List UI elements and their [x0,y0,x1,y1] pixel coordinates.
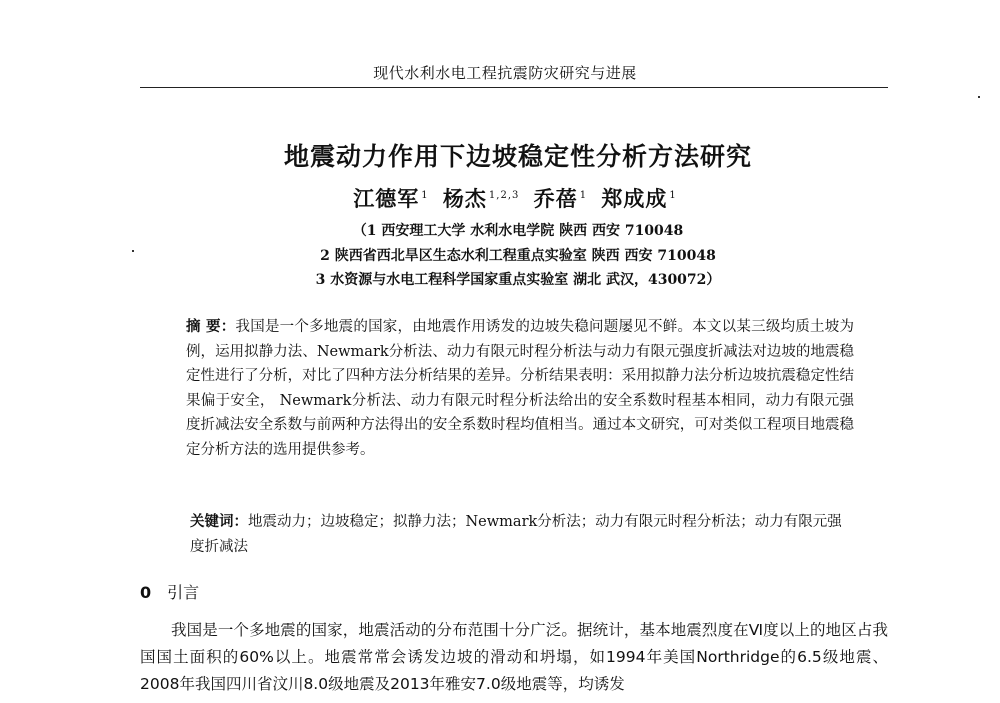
section-number: 0 [140,583,152,602]
affiliation-3: 3 水资源与水电工程科学国家重点实验室 湖北 武汉，430072） [315,272,721,288]
author-list [150,183,886,213]
keywords-label: 关键词： [190,514,248,530]
author-name: 郑成成 [601,186,668,211]
author-name: 乔蓓 [533,186,578,211]
author-affiliation-mark: 1,2,3 [488,190,520,201]
author-affiliation-mark: 1 [669,190,677,201]
author-name: 杨杰 [442,186,487,211]
keywords [190,510,854,559]
keywords-text: 地震动力；边坡稳定；拟静力法；Newmark分析法；动力有限元时程分析法；动力有限元强度折减法 [190,514,842,555]
abstract-label: 摘 要： [186,319,236,335]
section-title: 引言 [167,583,200,602]
abstract [186,315,854,462]
scan-speck [978,96,980,98]
affiliation-1: （1 西安理工大学 水利水电学院 陕西 西安 710048 [352,223,684,239]
abstract-text: 我国是一个多地震的国家，由地震作用诱发的边坡失稳问题屡见不鲜。本文以某三级均质土坡为例，运用拟静力法、Newmark分析法、动力有限元时程分析法与动力有限元强度折减法对边坡的地震稳定性进行了分析，对比了四种方法分析结果的差异。分析结果表明：采用拟静力法分析边坡抗震稳定性结果偏于安全， Newmark分析法、动力有限元时程分析法给出的安全系数时程基本相同，动力有限元强度折减法安全系数与前两种方法得出的安全系数时程均值相当。通过本文研究，可对类似工程项目地震稳定分析方法的选用提供参考。 [186,319,854,458]
scan-speck [132,250,134,252]
section-heading [140,580,199,603]
author-name: 江德军 [353,186,420,211]
body-paragraph: 我国是一个多地震的国家，地震活动的分布范围十分广泛。据统计，基本地震烈度在Ⅵ度以上的地区占我国国土面积的60%以上。地震常常会诱发边坡的滑动和坍塌，如1994年美国Northridge的6.5级地震、2008年我国四川省汶川8.0级地震及2013年雅安7.0级地震等，均诱发 [140,621,888,693]
running-header: 现代水利水电工程抗震防灾研究与进展 [373,64,637,82]
affiliation-2: 2 陕西省西北旱区生态水利工程重点实验室 陕西 西安 710048 [320,248,716,264]
header-rule [140,87,888,88]
author-affiliation-mark: 1 [421,190,429,201]
paper-title: 地震动力作用下边坡稳定性分析方法研究 [283,142,752,171]
author-affiliation-mark: 1 [579,190,588,201]
